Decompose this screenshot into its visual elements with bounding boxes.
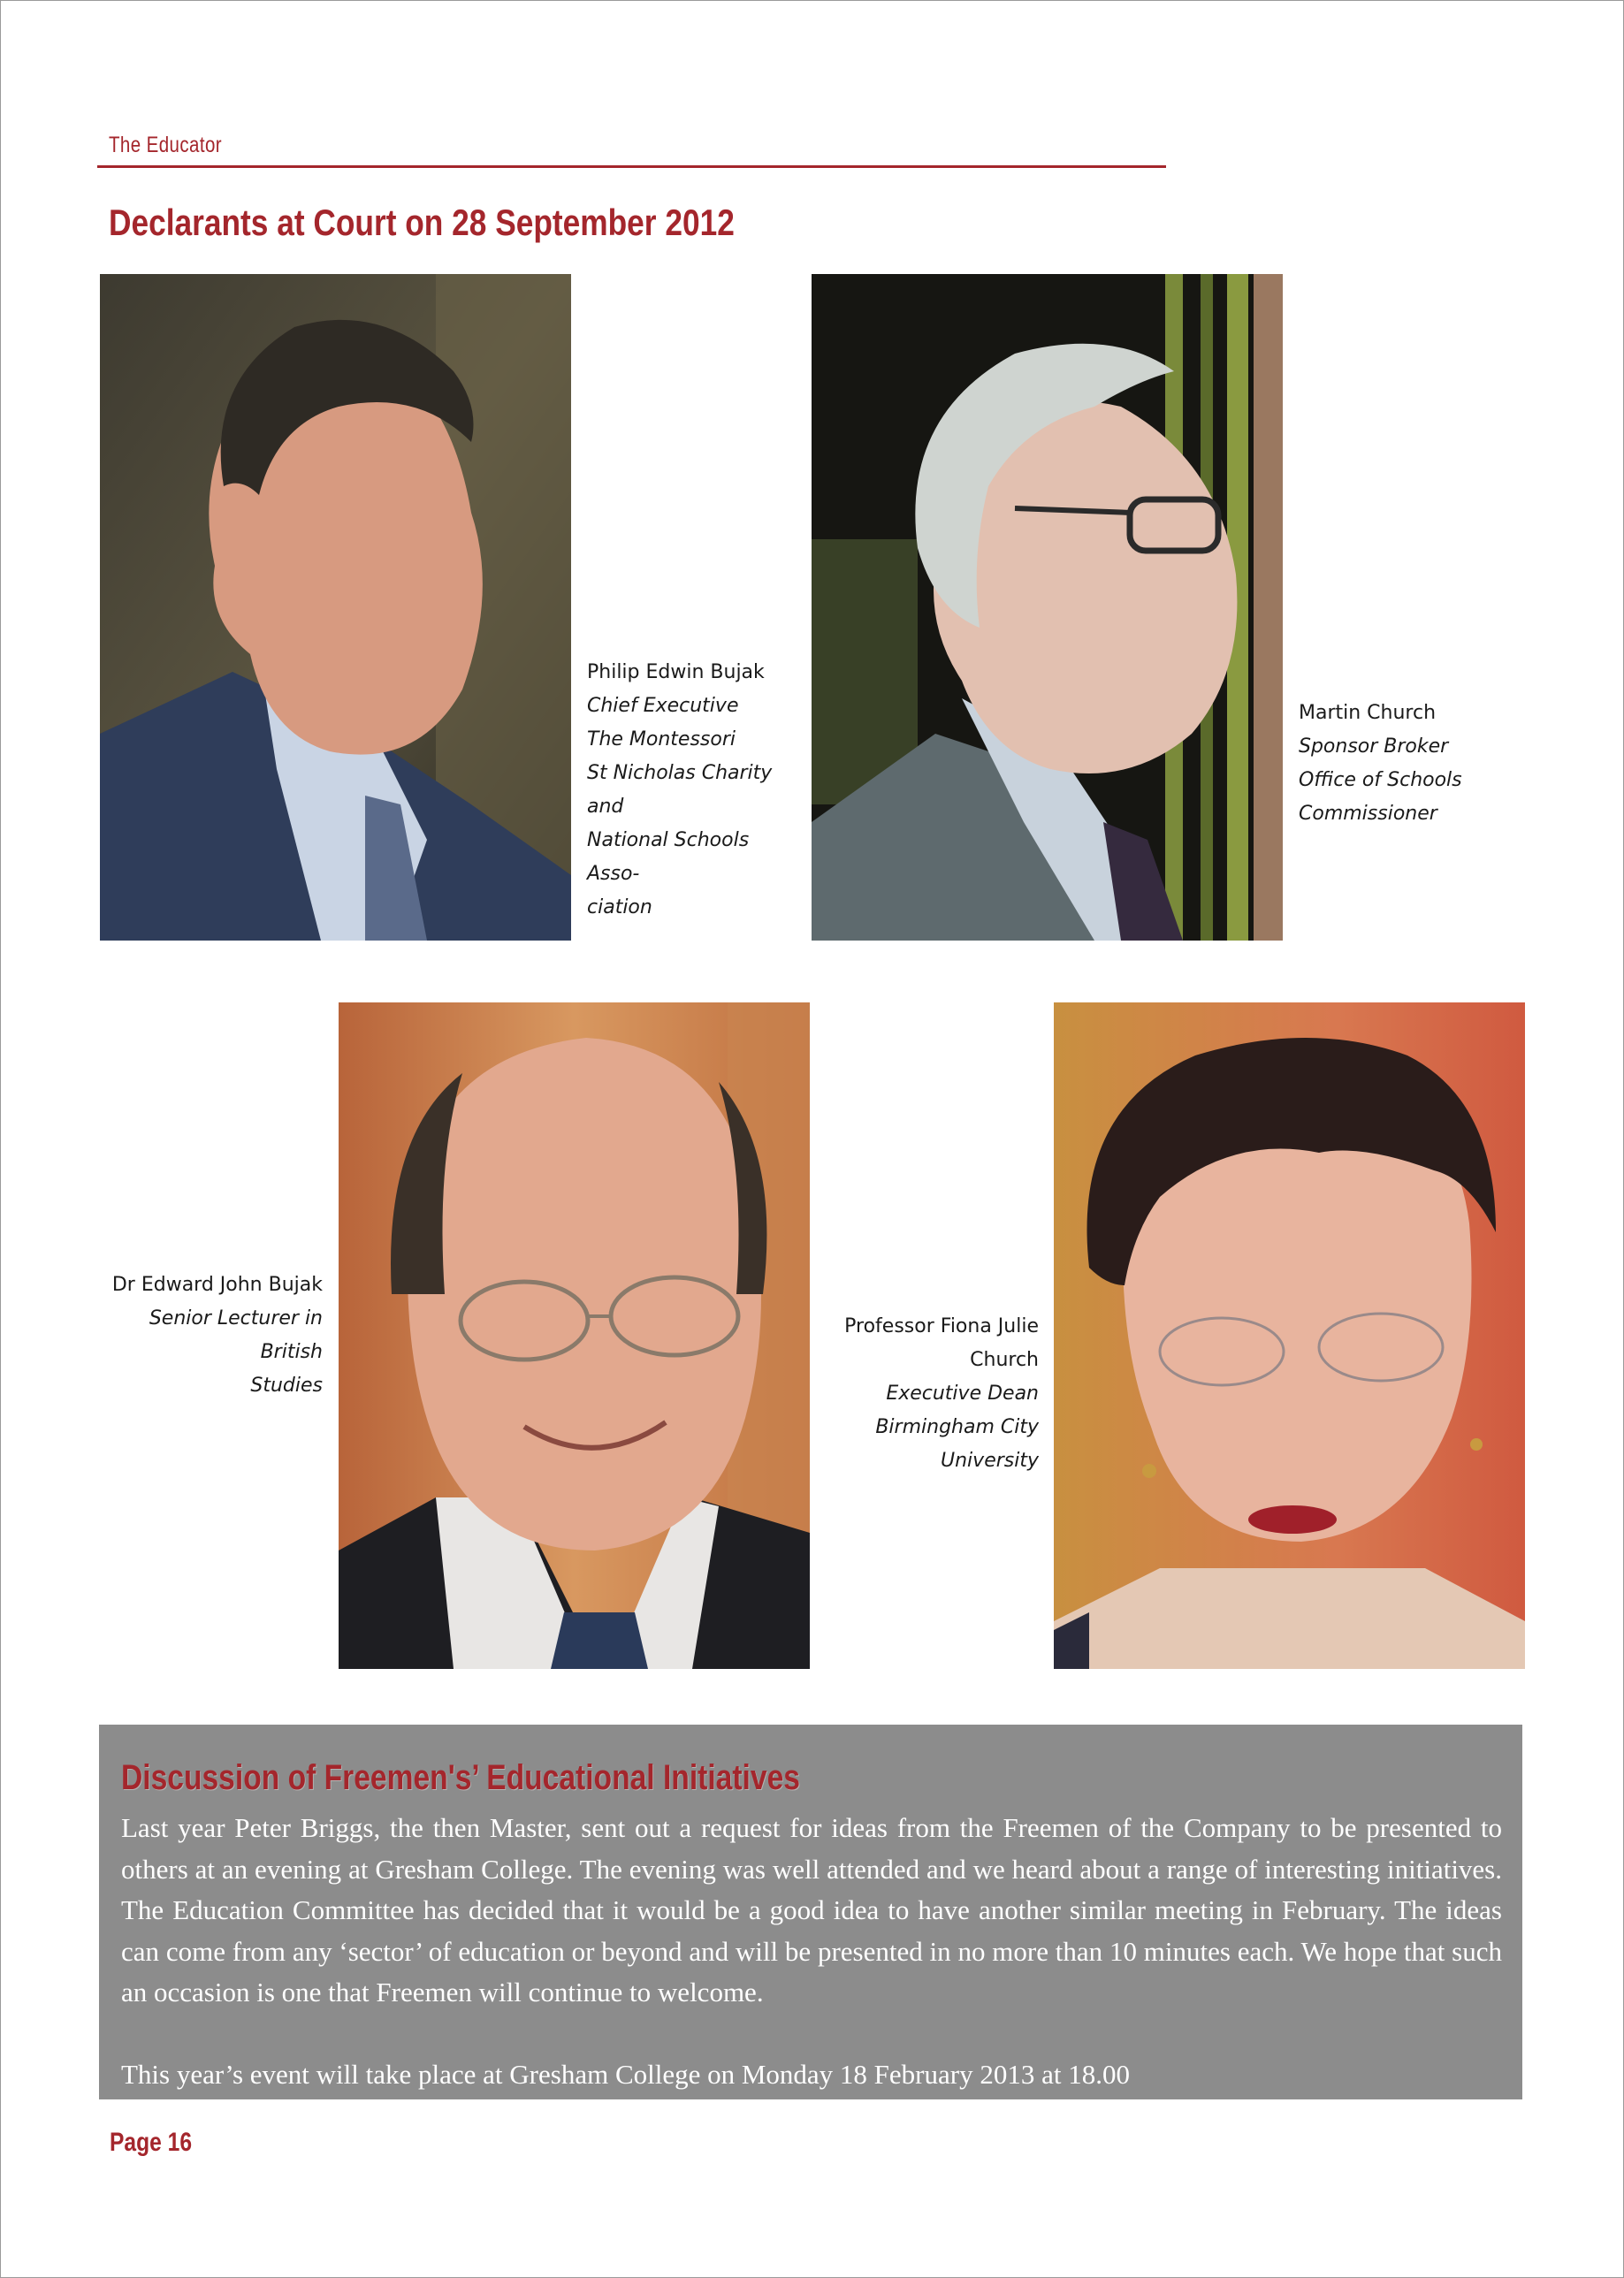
caption-edward-bujak: [97, 1269, 323, 1403]
info-box-paragraph: Last year Peter Briggs, the then Master, sent out a request for ideas from the Freemen of the Company to be presented to others at an evening at Gresham College. The evening was well attended and we heard about a range of interesting initiatives. The Education Committee has decided that it would be a good idea to have another similar meeting in February. The ideas can come from any ‘sector’ of education or beyond and will be presented in no more than 10 minutes each. We hope that such an occasion is one that Freemen will continue to welcome.: [121, 1812, 1502, 2008]
declarant-role: National Schools Asso-: [587, 829, 750, 885]
info-box-title: Discussion of Freemen's’ Educational Initiatives: [121, 1758, 800, 1797]
declarant-role: The Montessori: [587, 728, 736, 750]
event-notice: This year’s event will take place at Gresham College on Monday 18 February 2013 at 18.00: [121, 2058, 1130, 2090]
running-header: The Educator: [109, 133, 222, 157]
declarant-role: St Nicholas Charity and: [587, 762, 773, 818]
declarant-role: ciation: [587, 896, 652, 918]
declarant-role: Studies: [250, 1375, 323, 1397]
declarant-name: Church: [970, 1349, 1039, 1371]
declarant-role: Senior Lecturer in British: [149, 1307, 323, 1363]
declarant-role: Birmingham City: [875, 1416, 1039, 1438]
declarant-role: Executive Dean: [886, 1383, 1039, 1405]
page-number: Page 16: [110, 2128, 193, 2157]
photo-edward-bujak: [339, 1002, 810, 1669]
caption-philip-bujak: [587, 656, 799, 925]
declarant-role: Commissioner: [1299, 803, 1437, 825]
info-box-body: [121, 1808, 1502, 2095]
caption-fiona-church: [831, 1310, 1039, 1478]
declarant-role: Chief Executive: [587, 695, 739, 717]
photo-fiona-church: [1054, 1002, 1525, 1669]
photo-philip-bujak: [100, 274, 571, 941]
header-rule: [97, 165, 1166, 168]
info-box: [99, 1725, 1522, 2099]
declarant-role: Sponsor Broker: [1299, 735, 1449, 758]
photo-martin-church: [812, 274, 1283, 941]
declarant-name: Dr Edward John Bujak: [111, 1274, 323, 1296]
declarant-name: Professor Fiona Julie: [844, 1315, 1039, 1337]
caption-martin-church: [1299, 697, 1475, 831]
declarant-name: Philip Edwin Bujak: [587, 661, 765, 683]
declarant-role: Office of Schools: [1299, 769, 1462, 791]
page-title: Declarants at Court on 28 September 2012: [109, 202, 735, 243]
declarant-name: Martin Church: [1299, 702, 1437, 724]
declarant-role: University: [941, 1450, 1039, 1472]
